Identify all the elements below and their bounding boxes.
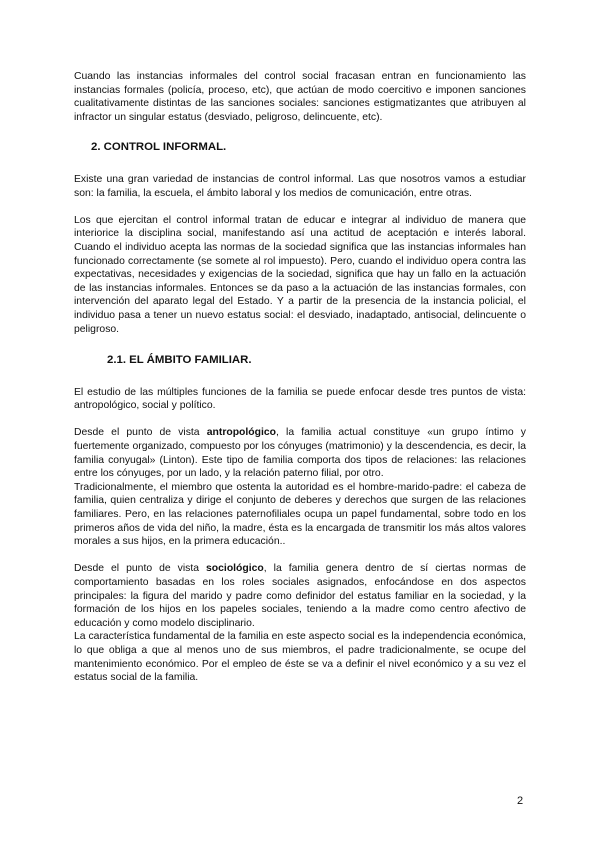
antropologico-lead: Desde el punto de vista [74,427,207,439]
paragraph-tradicionalmente: Tradicionalmente, el miembro que ostenta la autoridad es el hombre-marido-padre: el cabeza de familia, quien centraliza y dirige el conjunto de deberes y derechos que surgen de las relaciones familiares. Pero, en las relaciones paternofiliales ocupa un papel fundamental, sobre todo en los primeros años de vida del niño, la madre, ésta es la encargada de transmitir los más altos valores morales a sus hijos, en la primera educación.. [74,481,526,548]
antropologico-rest: , la familia actual constituye «un grupo íntimo y fuertemente organizado, compuesto por los cónyuges (matrimonio) y la descendencia, es decir, la familia conyugal» (Linton). Este tipo de familia comporta dos tipos de relaciones: las relaciones entre los cónyuges, por un lado, y la relación paterno filial, por otro. [74,427,526,480]
sociologico-term: sociológico [206,563,264,575]
section-heading-control-informal: 2. CONTROL INFORMAL. [91,141,227,154]
sociologico-lead: Desde el punto de vista [74,563,207,575]
paragraph-control-informal: Los que ejercitan el control informal tratan de educar e integrar al individuo de manera que interiorice la disciplina social, manifestando así una actitud de aceptación e interés laboral. Cuando el individuo acepta las normas de la sociedad significa que las instancias informales han funcionado correctamente (se somete al rol impuesto). Pero, cuando el individuo opera contra las expectativas, necesidades y exigencias de la sociedad, significa que hay un fallo en la actuación de las instancias informales. Entonces se da paso a la actuación de las instancias formales, con intervención del aparato legal del Estado. Y a partir de la presencia de la instancia policial, el individuo pasa a tener un nuevo estatus social: el desviado, inadaptado, antisocial, delincuente o peligroso. [74,214,526,335]
paragraph-independencia-economica: La característica fundamental de la familia en este aspecto social es la independencia económica, lo que obliga a que al menos uno de sus miembros, el padre tradicionalmente, se ocupe del mantenimiento económico. Por el empleo de éste se va a definir el nivel económico y a su vez el estatus social de la familia. [74,631,526,684]
page-number: 2 [517,795,524,807]
paragraph-instancias: Existe una gran variedad de instancias de control informal. Las que nosotros vamos a estudiar son: la familia, la escuela, el ámbito laboral y los medios de comunicación, entre otras. [74,173,526,199]
paragraph-sociologico [74,562,526,630]
intro-paragraph: Cuando las instancias informales del control social fracasan entran en funcionamiento las instancias formales (policía, proceso, etc), que actúan de modo coercitivo e imponen sanciones cualitativamente distintas de las sanciones sociales: sanciones estigmatizantes que atribuyen al infractor un singular estatus (desviado, peligroso, delincuente, etc). [74,71,526,123]
paragraph-funciones-familia: El estudio de las múltiples funciones de la familia se puede enfocar desde tres puntos de vista: antropológico, social y político. [74,386,526,412]
antropologico-term: antropológico [206,427,276,439]
paragraph-antropologico [74,426,526,480]
sociologico-rest: , la familia genera dentro de sí ciertas normas de comportamiento basadas en los roles sociales asignados, enfocándose en dos aspectos principales: la figura del marido y padre como definidor del estatus familiar en la sociedad, y la formación de los hijos en los papeles sociales, teniendo a la madre como centro afectivo de educación y como modelo disciplinario. [74,563,526,629]
subsection-heading-ambito-familiar: 2.1. EL ÁMBITO FAMILIAR. [107,354,252,367]
page-content [74,70,526,685]
